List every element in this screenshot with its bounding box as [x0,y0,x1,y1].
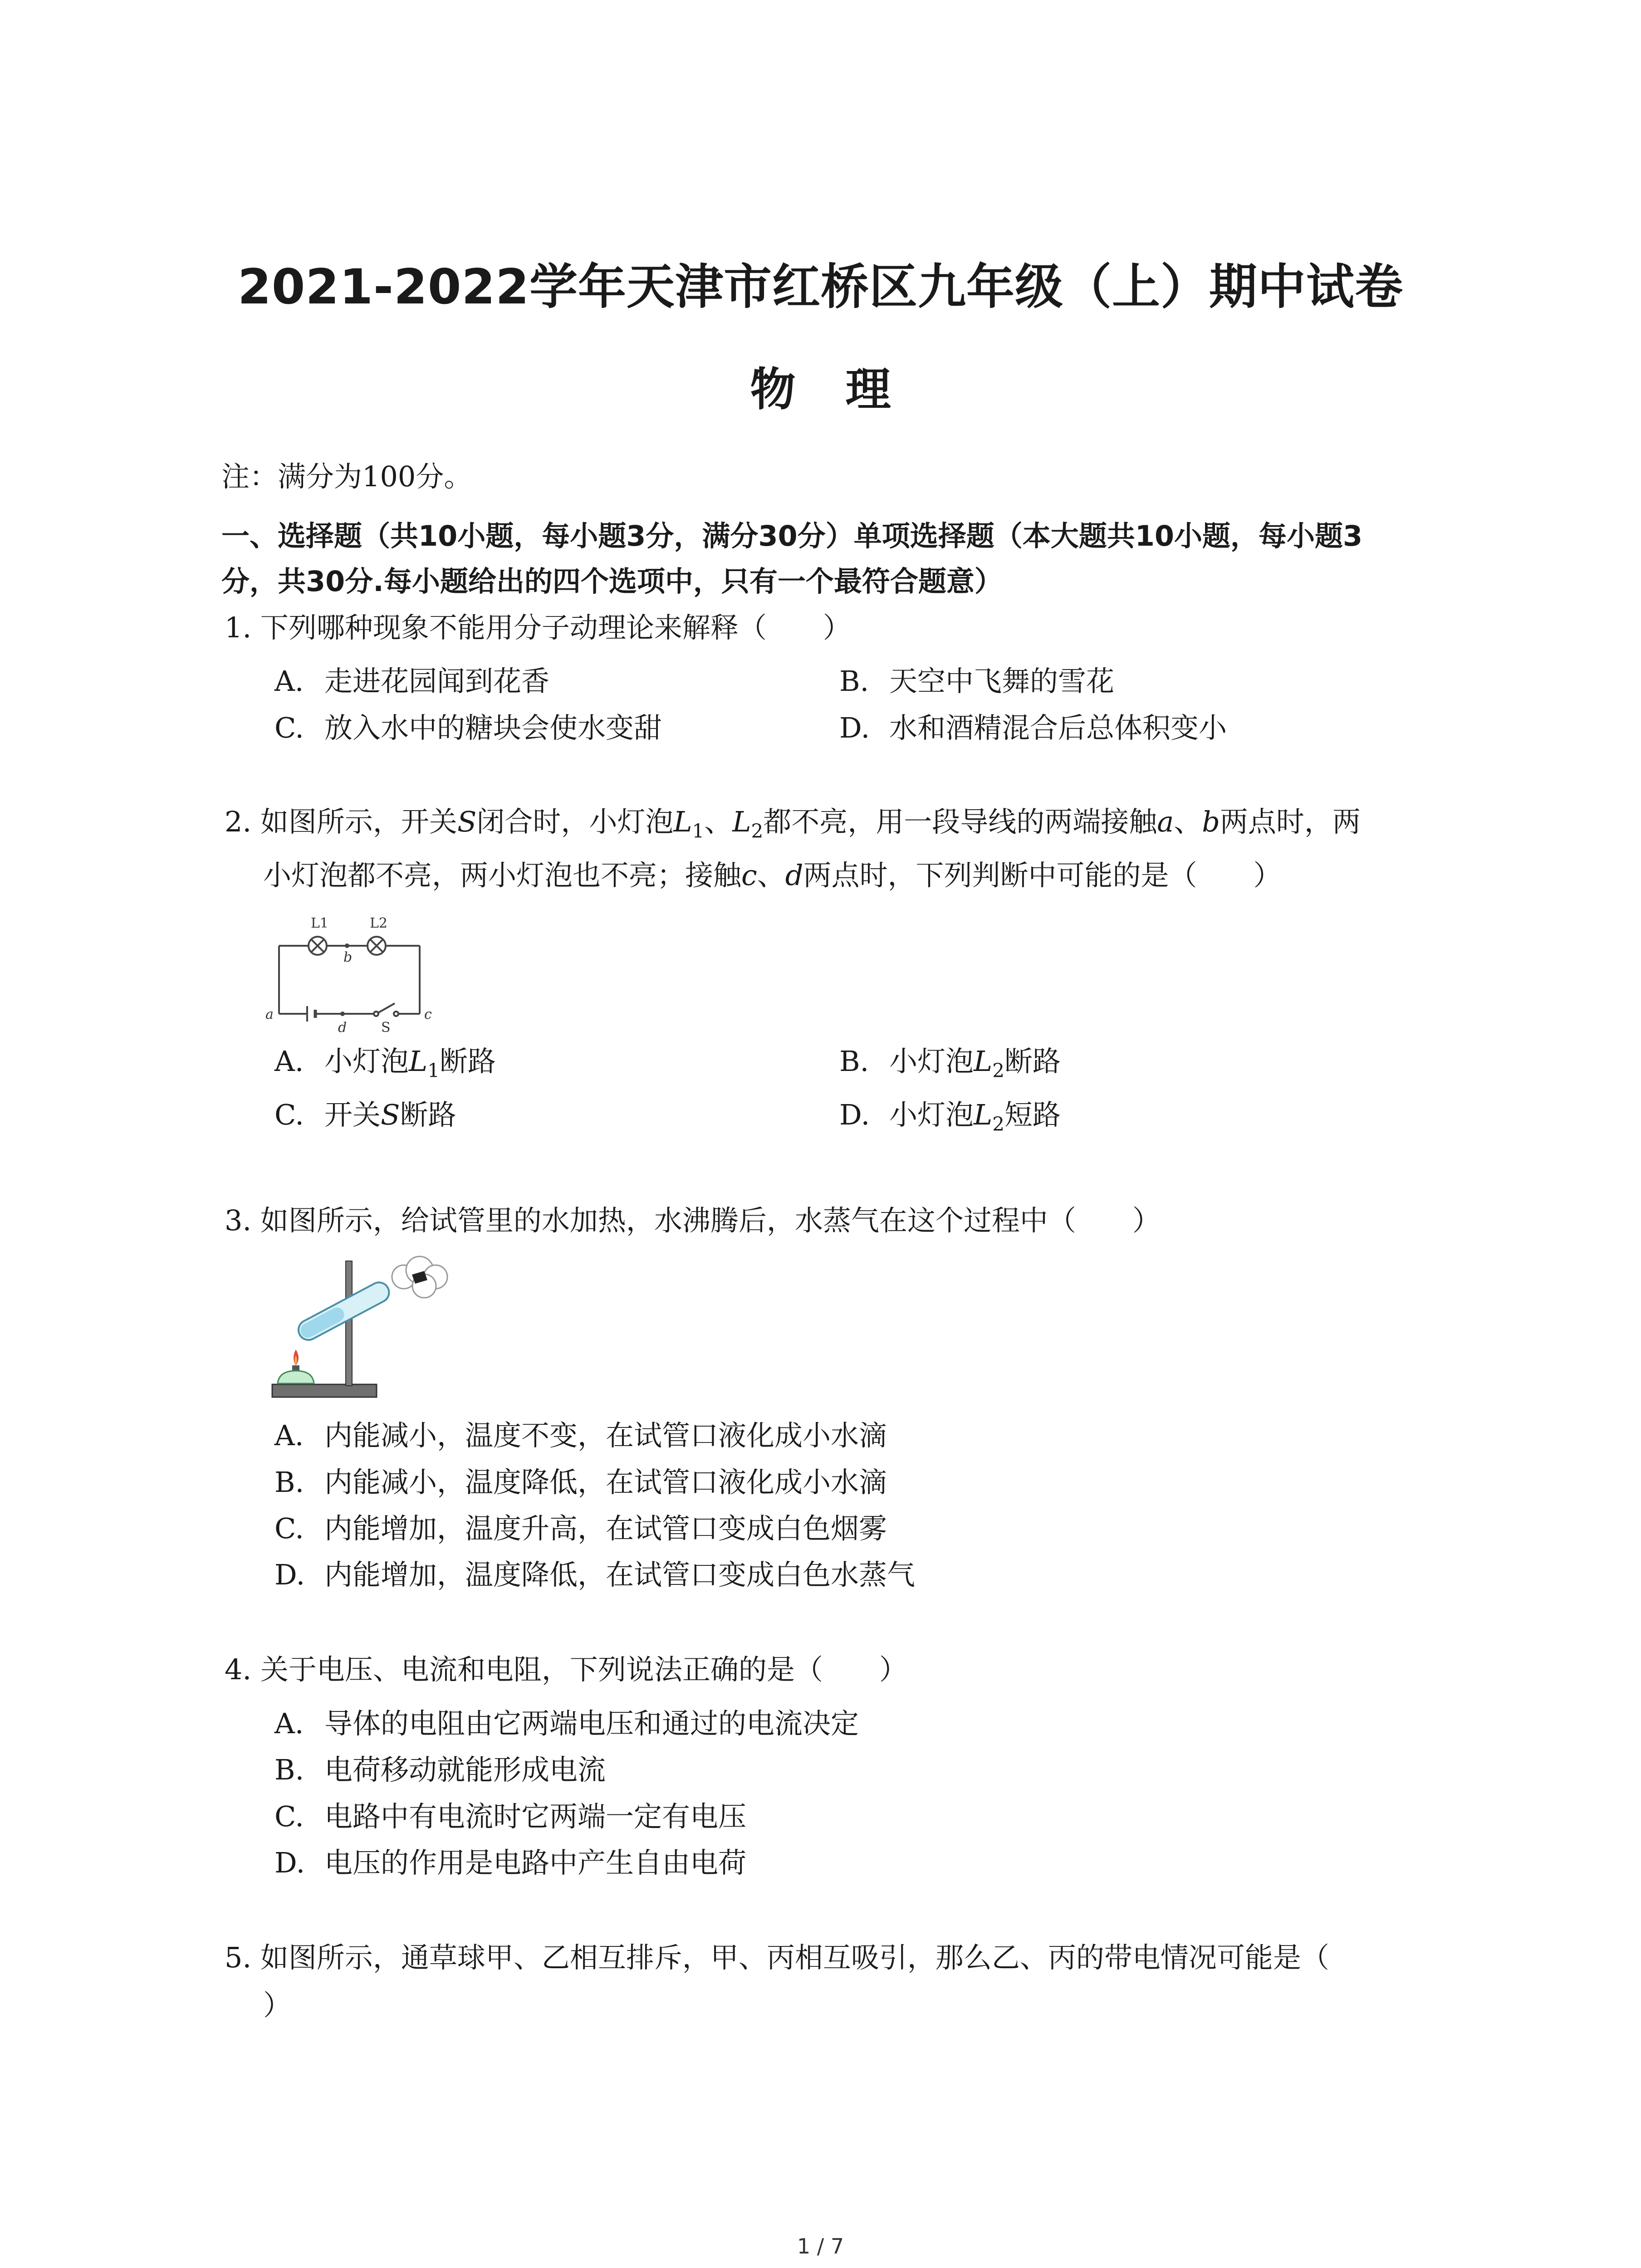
question-2-stem-line2: 小灯泡都不亮，两小灯泡也不亮；接触c、d两点时，下列判断中可能的是（ ） [263,859,1282,892]
battery-icon [307,1006,315,1022]
question-5-stem-line2: ） [263,1989,292,2022]
q2-option-c: C. 开关S断路 [274,1098,456,1131]
switch-icon [374,1003,398,1016]
note: 注：满分为100分。 [221,460,472,493]
question-2-stem-line1: 2. 如图所示，开关S闭合时，小灯泡$L_1$、$L_2$都不亮，用一段导线的两端接触a、b两点时，两 [225,805,1361,842]
question-1-stem: 1. 下列哪种现象不能用分子动理论来解释（ ） [225,611,851,644]
label-l2: L2 [370,915,388,931]
label-c: c [424,1007,432,1022]
q1-option-b: B. 天空中飞舞的雪花 [839,665,1115,698]
q1-option-d: D. 水和酒精混合后总体积变小 [839,711,1227,744]
question-5-stem-line1: 5. 如图所示，通草球甲、乙相互排斥，甲、丙相互吸引，那么乙、丙的带电情况可能是（ [225,1941,1329,1974]
q2-option-a: A. 小灯泡$L_1$断路 [274,1045,496,1082]
label-a: a [265,1007,274,1022]
junction-b [345,943,349,948]
q1-option-a: A. 走进花园闻到花香 [274,665,550,698]
heating-test-tube-illustration [268,1252,458,1404]
q3-option-b: B. 内能减小，温度降低，在试管口液化成小水滴 [274,1466,887,1499]
page-number: 1 / 7 [797,2234,844,2258]
circuit-diagram [265,903,447,1034]
question-4-stem: 4. 关于电压、电流和电阻，下列说法正确的是（ ） [225,1653,907,1686]
q3-option-a: A. 内能减小，温度不变，在试管口液化成小水滴 [274,1419,887,1452]
q4-option-b: B. 电荷移动就能形成电流 [274,1753,606,1786]
label-s: S [381,1020,391,1034]
bulb-l2-icon [367,937,386,955]
label-b: b [343,949,353,965]
q2-option-b: B. 小灯泡$L_2$断路 [839,1045,1061,1082]
junction-d [340,1012,345,1016]
q3-option-c: C. 内能增加，温度升高，在试管口变成白色烟雾 [274,1512,887,1545]
subject-title: 物理 [750,363,941,416]
q4-option-d: D. 电压的作用是电路中产生自由电荷 [274,1846,747,1879]
label-l1: L1 [311,915,329,931]
question-3-stem: 3. 如图所示，给试管里的水加热，水沸腾后，水蒸气在这个过程中（ ） [225,1204,1161,1237]
q1-option-c: C. 放入水中的糖块会使水变甜 [274,711,662,744]
section-heading-line1: 一、选择题（共10小题，每小题3分，满分30分）单项选择题（本大题共10小题，每小题3 [221,519,1363,552]
q2-option-d: D. 小灯泡$L_2$短路 [839,1098,1061,1135]
bulb-l1-icon [309,937,327,955]
section-heading-line2: 分，共30分.每小题给出的四个选项中，只有一个最符合题意） [221,565,1003,598]
q4-option-a: A. 导体的电阻由它两端电压和通过的电流决定 [274,1707,859,1740]
q3-option-d: D. 内能增加，温度降低，在试管口变成白色水蒸气 [274,1558,916,1591]
document-title: 2021-2022学年天津市红桥区九年级（上）期中试卷 [237,259,1404,315]
q4-option-c: C. 电路中有电流时它两端一定有电压 [274,1800,747,1833]
label-d: d [338,1020,347,1034]
